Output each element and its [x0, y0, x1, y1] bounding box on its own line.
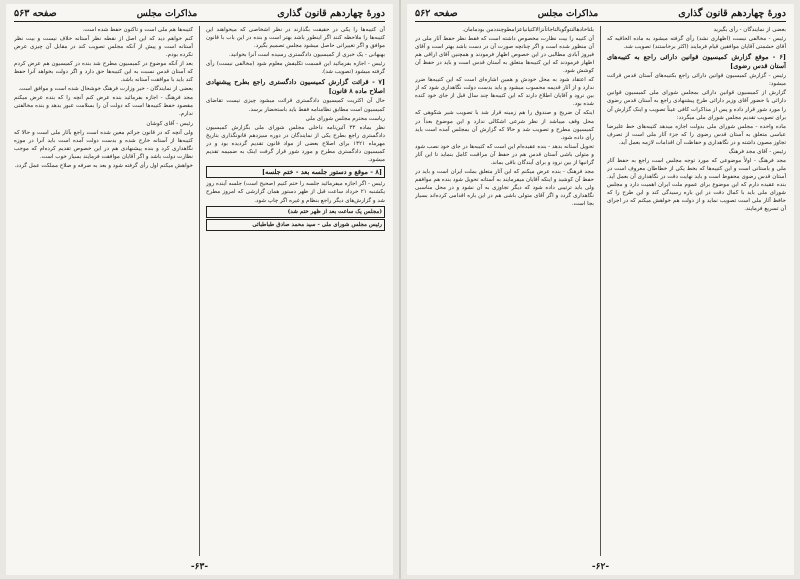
- right-header-title: دورهٔ چهاردهم قانون گذاری: [678, 8, 786, 19]
- right-page-number: -۶۲-: [591, 562, 610, 572]
- left-header-page: صفحه ۵۶۳: [14, 8, 57, 19]
- right-page-header: [415, 8, 786, 22]
- paragraph: بهبهانی - یک خبری از کمیسیون دادگستری رسیده است آنرا بخوانید.: [228, 52, 385, 59]
- section-heading: [۷ - قرائت گزارش کمیسیون دادگستری راجع بطرح پیشنهادی اصلاح ماده ۸ قانون]: [206, 78, 385, 95]
- right-page-columns: [415, 26, 786, 556]
- paragraph: مجد فرهنگ - اجازه بفرمائید بنده عرض کنم آنچه را که بنده عرض میکنم مقصود حفظ کتیبه‌ها است که دولت آن را بسلامت عبور بدهد و بنده مخالفتی ندارم.: [14, 95, 193, 118]
- paragraph: رئیس - اگر اجازه میفرمائید جلسه را ختم کنیم (صحیح است) جلسه آینده روز یکشنبه ۲۱ خرداد ساعت قبل از ظهر دستور همان گزارشی که امروز مطرح شد و گزارش‌های دیگر راجع بنظام و غیره اگر چاپ شود.: [206, 181, 385, 204]
- paragraph: کنم خواهم دید که این اصل از نقطه نظر آستانه خلاف نیست و بیت نظر آستانه است و پیش از آنکه مجلس تصویب کند در مقابل آن چیزی عرض نکرده بودم.: [14, 36, 193, 59]
- right-page: [407, 4, 794, 575]
- paragraph: ولی آنچه که در قانون جرائم معین شده است راجع بآثار ملی است و حالا که کتیبه‌ها از آستانه خارج شده و بدست دولت آمده است باید آنرا در موزه نگاهداری کرد و بنده پیشنهادی هم در این خصوص تقدیم کرده‌ام که موجب نظارت دولت باشد و اگر آقایان موافقت فرمایند بسیار خوب است.: [14, 129, 193, 160]
- paragraph: بلتاخادهالنتوگوبالتاجاتآنزالاکتیانیاعزامطوچنددمن بودمامان.: [462, 27, 594, 33]
- paragraph: رئیس - گزارش کمیسیون قوانین دارائی راجع بکتیبه‌های آستان قدس قرائت میشود:: [607, 73, 786, 88]
- column-divider: [600, 26, 601, 556]
- left-page-column-right: [206, 26, 385, 556]
- left-page-header: [14, 8, 385, 22]
- column-divider: [199, 26, 200, 556]
- paragraph: حال آن اکثریت کمیسیون دادگستری قرائت میشود چیزی نیست تقاضای کمیسیون است مطابق نظامنامه فقط باید باستحضار برسد.: [206, 98, 385, 113]
- right-page-column-right: [607, 26, 786, 556]
- paragraph: رئیس - آقای کوشان: [146, 120, 193, 127]
- paragraph: ریاست محترم مجلس شورای ملی: [305, 115, 385, 122]
- paragraph: رئیس - مخالفی نیست (اظهاری نشد) رأی گرفته میشود به ماده الحاقیه که آقای حشمتی آقایان موافقین قیام فرمایند (اکثر برخاستند) تصویب شد.: [607, 36, 786, 51]
- paragraph: کتیبه‌ها هم ملی است و تاکنون حفظ شده است.: [82, 27, 193, 33]
- left-header-title: دورهٔ چهاردهم قانون گذاری: [277, 8, 385, 19]
- paragraph: تحویل آستانه بدهد - بنده عقیده‌ام این است که کتیبه‌ها در جای خود نصب شود و متولی باشی آستان قدس هم در حفظ آن مراقبت کامل بنماید تا این آثار گرانبها از بین نرود و برای آیندگان باقی بماند.: [415, 143, 594, 166]
- left-page-number: -۶۳-: [190, 562, 209, 572]
- paragraph: اینکه آن ضریح و صندوق را هم زمینه قرار شد با تصویب شیر شکوهی که محل وقف میباشد از نظر شرعی اشکالی ندارد و این موضوع بعداً در کمیسیون مطرح و تصویب شد و حالا که گزارش آن بمجلس آمده است باید رأی داده شود.: [415, 110, 594, 141]
- page-gutter: [399, 0, 401, 579]
- paragraph: بعضی از نمایندگان - رأی بگیرید: [713, 27, 786, 33]
- paragraph: گزارش از کمیسیون قوانین دارائی بمجلس شورای ملی کمیسیون قوانین دارائی با حضور آقای وزیر دارائی طرح پیشنهادی راجع به آستان قدس رضوی را مورد شور قرار داده و پس از مذاکرات کافی عیناً تصویب و اینک گزارش آن برای تصویب تقدیم مجلس شورای ملی میگردد:: [607, 90, 786, 121]
- paragraph: خواهش میکنم اول رأی گرفته شود و بعد به صرفه و صلاح مملکت عمل گردد.: [14, 162, 193, 169]
- paragraph: بعد از آنکه موضوع در کمیسیون مطرح شد بنده در کمیسیون هم عرض کردم که آستان قدس نسبت به این کتیبه‌ها حق دارد و اگر دولت بخواهد آنرا حفظ کند باید با موافقت آستانه باشد.: [14, 61, 193, 84]
- left-page-column-left: [14, 26, 193, 556]
- paragraph: رئیس - اجازه بفرمائید این قسمت تکلیفش معلوم شود (مخالفی نیست) رأی گرفته میشود (تصویب شد).: [206, 61, 385, 76]
- paragraph: مجد فرهنگ - اولاً موضوعی که مورد توجه مجلس است راجع به حفظ آثار ملی و باستانی است و این کتیبه‌ها که بخط یکی از خطاطان معروف است در آستان قدس رضوی محفوظ است و باید نهایت دقت در نگاهداری آن بعمل آید. بنده عقیده دارم که این موضوع برای عموم ملت ایران اهمیت دارد و مجلس شورای ملی باید با کمال دقت در این باره رسیدگی کند و این طرح را که حافظ آثار ملی است تصویب نماید و از دولت هم خواهش میکنم که در اجرای آن تسریع فرمایند.: [607, 157, 786, 213]
- section-heading: [۸ - موقع و دستور جلسه بعد - ختم جلسه]: [206, 166, 385, 179]
- paragraph: رئیس مجلس شورای ملی - سید محمد صادق طباطبائی: [206, 219, 385, 231]
- left-page: [6, 4, 393, 575]
- paragraph: (مجلس یک ساعت بعد از ظهر ختم شد): [206, 206, 385, 218]
- left-header-center: مذاکرات مجلس: [136, 8, 198, 19]
- right-header-center: مذاکرات مجلس: [537, 8, 599, 19]
- section-heading: [۶ - موقع گزارش کمیسیون قوانین دارائی راجع به کتیبه‌های آستان قدس رضوی]: [607, 53, 786, 70]
- paragraph: بعضی از نمایندگان - خیر وزارت فرهنگ خوشحال شده است و موافق است.: [18, 86, 193, 93]
- paragraph: رئیس - آقای مجد فرهنگ: [728, 148, 786, 155]
- paragraph: که اعتقاد شود به محل خودش و همین اشاره‌ای است که این کتیبه‌ها ضرر ندارد و از آثار قدیمه محسوب میشود و باید بدست دولت نگاهداری شود که از بین نرود و آقایان اطلاع دارند که این کتیبه‌ها چند سال قبل از جای خود کنده شده بود.: [415, 77, 594, 108]
- paragraph: آن کتیبه را بیت نظارت مخصوص داشته است که فقط نظر حفظ آثار ملی در آن منظور شده است و اگر چنانچه صورت آن در دست باشد بهتر است و آقای فیروز آبادی مطالبی در این خصوص اظهار فرمودند و همچنین آقای اراقی هم اظهار فرمودند که این کتیبه‌ها متعلق به آستان قدس است و باید در حفظ آن کوشش شود.: [415, 36, 594, 75]
- right-page-column-left: [415, 26, 594, 556]
- left-page-columns: [14, 26, 385, 556]
- paragraph: نظر بماده ۳۳ آئین‌نامه داخلی مجلس شورای ملی بگزارش کمیسیون دادگستری راجع بطرح یکی از نمایندگان در دوره سیزدهم قانونگذاری بتاریخ مهرماه ۱۳۲۱ برای اصلاح بعضی از مواد قانون تقدیم گردیده بود و در کمیسیون دادگستری مطرح و مورد شور قرار گرفت اینک به ضمیمه تقدیم میشود.: [206, 124, 385, 163]
- right-header-page: صفحه ۵۶۲: [415, 8, 458, 19]
- paragraph: مجد فرهنگ - بنده عرض میکنم که این آثار متعلق بملت ایران است و باید در حفظ آن کوشید و اینکه آقایان میفرمایند به آستانه تحویل شود بنده هم موافقم ولی باید ترتیبی داده شود که دیگر تجاوزی به آن نشود و در محل مناسبی نگاهداری گردد و اگر آقای متولی باشی هم در این باره اقدامی کرده‌اند بسیار بجا است.: [415, 168, 594, 207]
- paragraph: آن کتیبه‌ها را یکی در حقیقت بگذارند در نظر اشخاصی که میخواهند این کتیبه‌ها را ملاحظه کنند اگر اینطور باشد بهتر است و بنده در این باب با قانون موافق و اگر تغییراتی حاصل میشود مجلس تصمیم بگیرد.: [206, 27, 385, 50]
- paragraph: ماده واحده - مجلس شورای ملی بدولت اجازه میدهد کتیبه‌های خط علیرضا عباسی متعلق به آستان قدس رضوی را که جزء آثار ملی است از تصرف تجاوز مصون داشته و در نگاهداری و حفاظت آن اقدامات لازمه بعمل آید.: [607, 123, 786, 146]
